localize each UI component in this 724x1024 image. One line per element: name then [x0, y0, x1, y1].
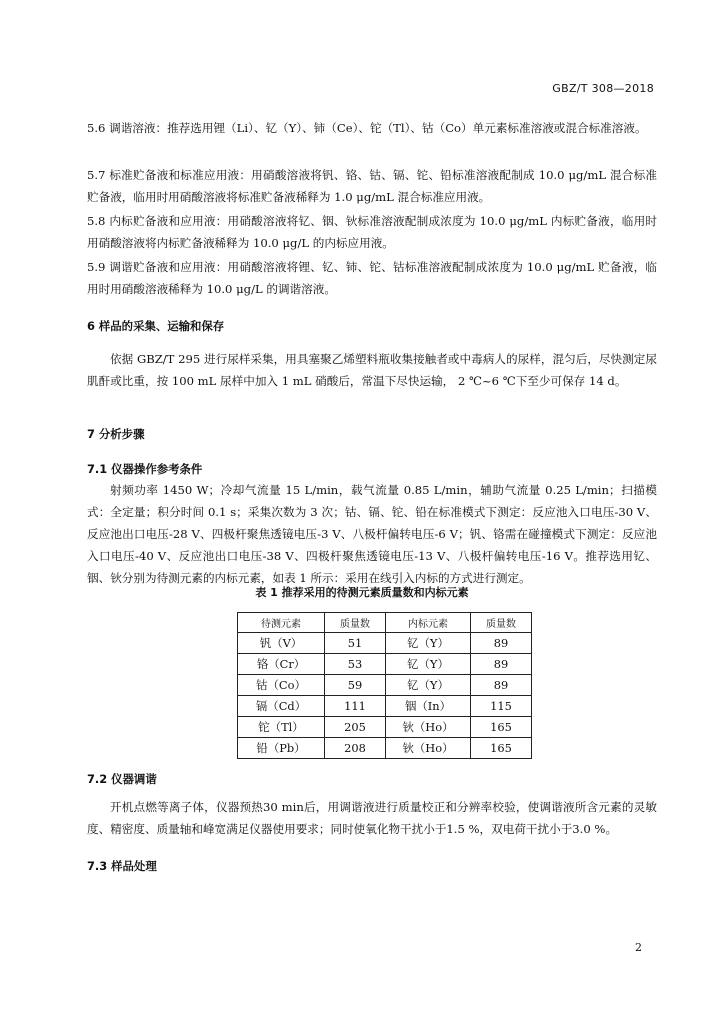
table-header-cell: 质量数	[325, 613, 386, 633]
section-7-1-body: 射频功率 1450 W；冷却气流量 15 L/min，载气流量 0.85 L/min，辅助气流量 0.25 L/min；扫描模式：全定量；积分时间 0.1 s；采集次数为 3 次；钴、镉、铊、铅在标准模式下测定：反应池入口电压-30 V、反应池出口电压-28 V、四极杆聚焦透镜电压-3 V、八极杆偏转电压-6 V；钒、铬需在碰撞模式下测定：反应池入口电压-40 V、反应池出口电压-38 V、四极杆聚焦透镜电压-13 V、八极杆偏转电压-16 V。推荐选用钇、铟、钬分别为待测元素的内标元素，如表 1 所示：采用在线引入内标的方式进行测定。	[87, 483, 657, 585]
section-5-8: 5.8 内标贮备液和应用液：用硝酸溶液将钇、铟、钬标准溶液配制成浓度为 10.0 μg/mL 内标贮备液，临用时用硝酸溶液将内标贮备液稀释为 10.0 μg/L 的内标应用液。	[87, 214, 657, 250]
section-5-7: 5.7 标准贮备液和标准应用液：用硝酸溶液将钒、铬、钴、镉、铊、铅标准溶液配制成 10.0 μg/mL 混合标准贮备液，临用时用硝酸溶液将标准贮备液稀释为 1.0 μg/mL 混合标准应用液。	[87, 168, 657, 204]
table-row	[238, 696, 532, 717]
table-cell: 钒（V）	[238, 633, 325, 654]
table-row	[238, 633, 532, 654]
table-row	[238, 675, 532, 696]
table-row	[238, 717, 532, 738]
table-cell: 铬（Cr）	[238, 654, 325, 675]
section-6-title: 6 样品的采集、运输和保存	[87, 319, 225, 333]
table-cell: 铟（In）	[386, 696, 471, 717]
table-header-cell: 待测元素	[238, 613, 325, 633]
table-cell: 钬（Ho）	[386, 717, 471, 738]
table-cell: 钬（Ho）	[386, 738, 471, 759]
section-6-body: 依据 GBZ/T 295 进行尿样采集，用具塞聚乙烯塑料瓶收集接触者或中毒病人的尿样，混匀后，尽快测定尿肌酐或比重，按 100 mL 尿样中加入 1 mL 硝酸后，常温下尽快运输， 2 ℃~6 ℃下至少可保存 14 d。	[87, 352, 657, 388]
page-number: 2	[635, 941, 642, 954]
table-cell: 铅（Pb）	[238, 738, 325, 759]
table-cell: 钇（Y）	[386, 633, 471, 654]
table-cell: 208	[325, 738, 386, 759]
table-header-cell: 内标元素	[386, 613, 471, 633]
table-header-cell: 质量数	[471, 613, 532, 633]
table-header-row	[238, 613, 532, 633]
table-cell: 111	[325, 696, 386, 717]
standard-code: GBZ/T 308—2018	[552, 82, 654, 95]
table-cell: 53	[325, 654, 386, 675]
table-cell: 165	[471, 717, 532, 738]
table-cell: 钇（Y）	[386, 654, 471, 675]
table-cell: 59	[325, 675, 386, 696]
table-cell: 铊（Tl）	[238, 717, 325, 738]
table-1-caption: 表 1 推荐采用的待测元素质量数和内标元素	[255, 586, 469, 599]
table-cell: 51	[325, 633, 386, 654]
table-row	[238, 654, 532, 675]
table-cell: 钴（Co）	[238, 675, 325, 696]
table-cell: 205	[325, 717, 386, 738]
table-cell: 89	[471, 675, 532, 696]
section-7-title: 7 分析步骤	[87, 427, 145, 441]
section-7-3-title: 7.3 样品处理	[87, 859, 157, 873]
table-row	[238, 738, 532, 759]
table-cell: 115	[471, 696, 532, 717]
section-7-2-title: 7.2 仪器调谐	[87, 772, 157, 786]
section-5-9: 5.9 调谐贮备液和应用液：用硝酸溶液将锂、钇、铈、铊、钴标准溶液配制成浓度为 10.0 μg/mL 贮备液，临用时用硝酸溶液稀释为 10.0 μg/L 的调谐溶液。	[87, 260, 657, 296]
table-1	[237, 612, 532, 759]
table-cell: 镉（Cd）	[238, 696, 325, 717]
table-cell: 钇（Y）	[386, 675, 471, 696]
table-cell: 89	[471, 654, 532, 675]
section-7-1-title: 7.1 仪器操作参考条件	[87, 462, 203, 476]
table-cell: 165	[471, 738, 532, 759]
table-cell: 89	[471, 633, 532, 654]
section-5-6: 5.6 调谐溶液：推荐选用锂（Li）、钇（Y）、铈（Ce）、铊（Tl）、钴（Co）单元素标准溶液或混合标准溶液。	[87, 121, 647, 135]
section-7-2-body: 开机点燃等离子体，仪器预热30 min后，用调谐液进行质量校正和分辨率校验，使调谐液所含元素的灵敏度、精密度、质量轴和峰宽满足仪器使用要求；同时使氧化物干扰小于1.5 %，双电荷干扰小于3.0 %。	[87, 800, 657, 836]
